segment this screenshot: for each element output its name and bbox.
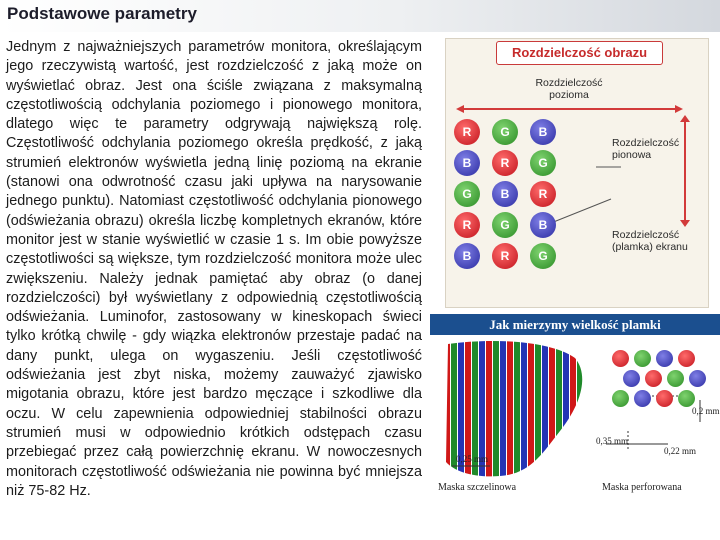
- dimension-b-label: 0,22 mm: [664, 446, 697, 456]
- slot-stripe: [563, 336, 569, 486]
- dot-resolution-label: Rozdzielczość (plamka) ekranu: [612, 229, 688, 253]
- slot-stripe: [493, 336, 499, 486]
- slot-stripe: [556, 336, 562, 486]
- rgb-dot: R: [530, 181, 556, 207]
- resolution-figure: [445, 38, 709, 308]
- slot-stripe: [549, 336, 555, 486]
- rgb-dot: G: [530, 243, 556, 269]
- shadow-mask-dot: [612, 350, 629, 367]
- shadow-mask-dot: [656, 350, 673, 367]
- shadow-mask-dot: [634, 350, 651, 367]
- shadow-mask-dot: [645, 370, 662, 387]
- rgb-dot: B: [492, 181, 518, 207]
- rgb-dot: G: [492, 119, 518, 145]
- shadow-mask-dot: [678, 390, 695, 407]
- dimension-a-label: 0,35 mm: [596, 436, 629, 446]
- slot-mask-illustration: [430, 336, 720, 500]
- rgb-dot: G: [530, 150, 556, 176]
- shadow-mask-dot: [689, 370, 706, 387]
- rgb-dot: G: [454, 181, 480, 207]
- resolution-arrows: [446, 39, 708, 307]
- rgb-dot: B: [530, 119, 556, 145]
- slot-stripe: [542, 336, 548, 486]
- shadow-mask-dot: [634, 390, 651, 407]
- slot-dimension-label: 0,25 mm: [456, 454, 489, 464]
- rgb-dot: B: [454, 243, 480, 269]
- body-paragraph: Jednym z najważniejszych parametrów monitora, określającym jego rzeczywistą wartość, jest rozdzielczość z jaką może on wyświetlać obraz. Jest ona ściśle związana z maksymalną częstotliwością odchylania poziomego i pionowego monitora, dlatego więc te parametry odgrywają największą rolę. Częstotliwość odchylania poziomego określa prędkość, z jaką strumień elektronów wyświetla jedną linię poziomą na ekranie (stanowi ona odwrotność czasu jaki upływa na narysowanie jednego punktu). Natomiast częstotliwość odchylania pionowego (odświeżania obrazu) określa liczbę kompletnych ekranów, które monitor jest w stanie wyświetlić w czasie 1 s. Im obie powyższe częstotliwości są większe, tym rozdzielczość monitora może ulec zwiększeniu. Należy jednak pamiętać aby obraz (o danej rozdzielczości) był wyświetlany z odpowiednią częstotliwością odświeżania. Luminofor, zastosowany w kineskopach świeci tylko krótką chwilę - gdy wiązka elektronów przestaje padać na dany punkt, ulega on wygaszeniu. Jeśli częstotliwość odświeżania jest zbyt niska, możemy zauważyć zjawisko migotania obrazu, które jest bardzo męczące i szkodliwe dla oczu. W celu zapewnienia odpowiedniej stabilności obrazu strumień musi w odpowiednio krótkich odstępach czasu przebiegać przez całą powierzchnię ekranu. W nowoczesnych monitorach częstotliwość odświeżania nie powinna być mniejsza niż 75-82 Hz.: [6, 39, 422, 499]
- shadow-mask-dot: [656, 390, 673, 407]
- slot-stripe: [584, 336, 590, 486]
- slide-title: Podstawowe parametry: [7, 4, 197, 23]
- slot-stripe: [444, 336, 450, 486]
- slot-stripe: [528, 336, 534, 486]
- rgb-dot: R: [492, 243, 518, 269]
- vertical-resolution-label: Rozdzielczość pionowa: [612, 137, 680, 161]
- slot-stripe: [591, 336, 597, 486]
- slot-stripe: [521, 336, 527, 486]
- dot-size-figure: [430, 336, 720, 500]
- horizontal-resolution-label: Rozdzielczość pozioma: [535, 77, 603, 101]
- resolution-figure-header: Rozdzielczość obrazu: [496, 41, 663, 65]
- dimension-c-label: 0,2 mm: [692, 406, 720, 416]
- slot-mask-label: Maska szczelinowa: [438, 482, 517, 493]
- rgb-dot: B: [454, 150, 480, 176]
- slot-stripe: [570, 336, 576, 486]
- rgb-dot: B: [530, 212, 556, 238]
- shadow-mask-dot: [623, 370, 640, 387]
- shadow-mask-dot: [678, 350, 695, 367]
- rgb-dot: R: [454, 212, 480, 238]
- rgb-dot: R: [492, 150, 518, 176]
- dot-size-title: Jak mierzymy wielkość plamki: [430, 314, 720, 335]
- vertical-arrow: [684, 121, 686, 221]
- slot-stripe: [507, 336, 513, 486]
- slot-stripe: [535, 336, 541, 486]
- slot-stripe: [577, 336, 583, 486]
- shadow-mask-dot: [612, 390, 629, 407]
- rgb-dot: R: [454, 119, 480, 145]
- rgb-dot: G: [492, 212, 518, 238]
- shadow-mask-dot: [667, 370, 684, 387]
- slot-stripe: [514, 336, 520, 486]
- slot-stripe: [500, 336, 506, 486]
- shadow-mask-label: Maska perforowana: [602, 482, 682, 493]
